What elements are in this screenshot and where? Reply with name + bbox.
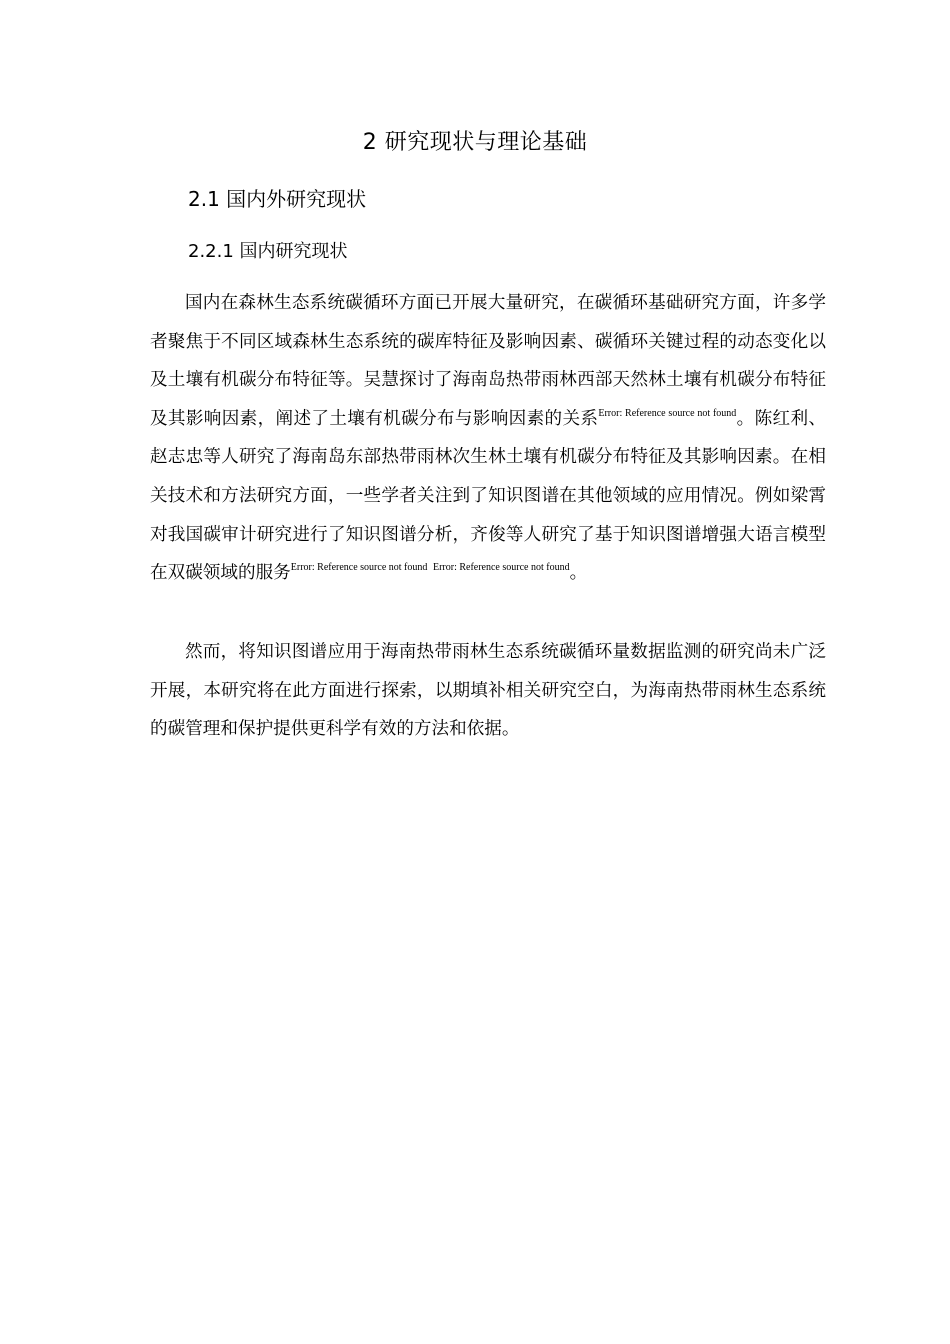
body-paragraph-1 bbox=[150, 284, 826, 593]
paragraph-text: 。陈红利、赵志忠等人研究了海南岛东部热带雨林次生林土壤有机碳分布特征及其影响因素。在相关技术和方法研究方面，一些学者关注到了知识图谱在其他领域的应用情况。例如梁霄对我国碳审计研究进行了知识图谱分析，齐俊等人研究了基于知识图谱增强大语言模型在双碳领域的服务 bbox=[150, 408, 826, 584]
paragraph-text: 国内在森林生态系统碳循环方面已开展大量研究，在碳循环基础研究方面，许多学者聚焦于不同区域森林生态系统的碳库特征及影响因素、碳循环关键过程的动态变化以及土壤有机碳分布特征等。吴慧探讨了海南岛热带雨林西部天然林土壤有机碳分布特征及其影响因素，阐述了土壤有机碳分布与影响因素的关系 bbox=[150, 293, 826, 429]
paragraph-end-punctuation: 。 bbox=[569, 563, 588, 584]
reference-error-citation: Error: Reference source not found bbox=[598, 407, 737, 419]
body-paragraph-2: 然而，将知识图谱应用于海南热带雨林生态系统碳循环量数据监测的研究尚未广泛开展，本研究将在此方面进行探索，以期填补相关研究空白，为海南热带雨林生态系统的碳管理和保护提供更科学有效的方法和依据。 bbox=[150, 642, 826, 740]
chapter-title: 2 研究现状与理论基础 bbox=[362, 130, 588, 155]
reference-error-citation: Error: Reference source not found bbox=[290, 562, 428, 574]
reference-error-citation: Error: Reference source not found bbox=[432, 562, 570, 574]
subsection-title: 2.2.1 国内研究现状 bbox=[188, 241, 348, 262]
section-title: 2.1 国内外研究现状 bbox=[188, 187, 367, 211]
